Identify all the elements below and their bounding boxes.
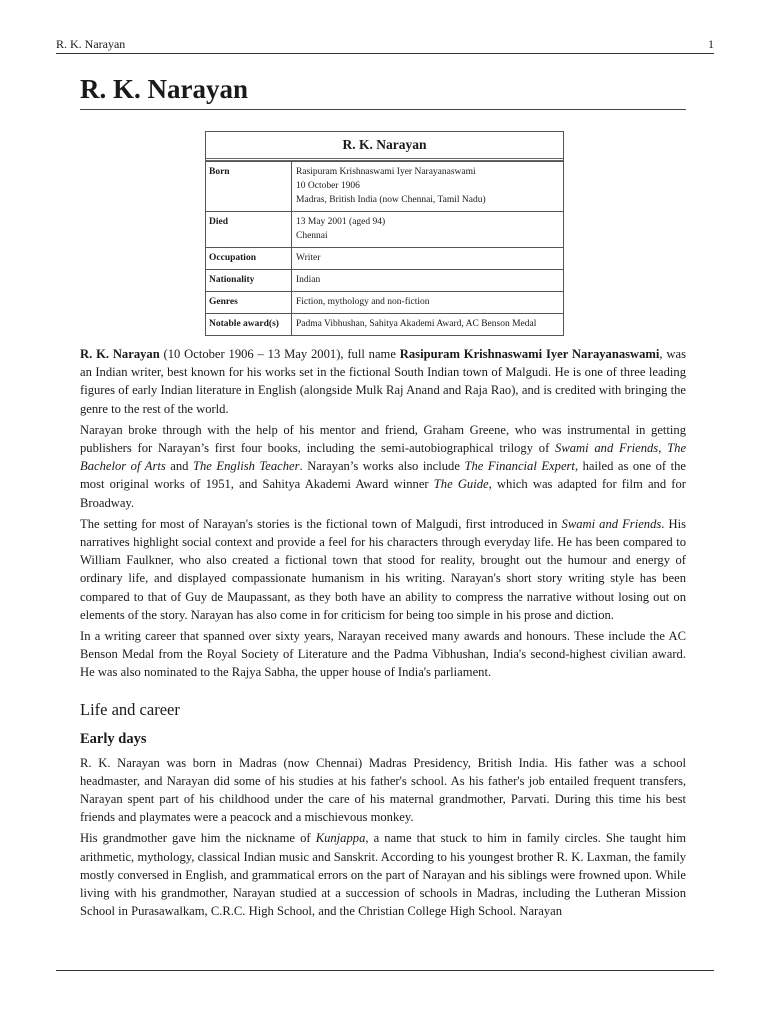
- italic-title: The Bachelor of Arts: [80, 441, 687, 474]
- infobox-value-line: Fiction, mythology and non-fiction: [296, 297, 430, 307]
- infobox-value: [292, 248, 563, 269]
- early-paragraph-2: His grandmother gave him the nickname of Kunjappa, a name that stuck to him in family circles. She taught him arithmetic, mythology, classical Indian music and Sanskrit. According to his youngest brother R. K. Laxman, the family mostly conversed in English, and grammatical errors on the part of Narayan and his siblings were frowned upon. While living with his grandmother, Narayan studied at a succession of schools in Madras, including the Lutheran Mission School in Purasawalkam, C.R.C. High School, and the Christian College High School. Narayan: [80, 831, 686, 919]
- intro-paragraph-4: In a writing career that spanned over sixty years, Narayan received many awards and honours. These include the AC Benson Medal from the Royal Society of Literature and the Padma Vibhushan, India's second-highest civilian award. He was also nominated to the Rajya Sabha, the upper house of India's parliament.: [80, 629, 686, 680]
- infobox-value: [292, 270, 563, 291]
- page-title: R. K. Narayan: [80, 74, 248, 104]
- infobox-heading: R. K. Narayan: [206, 132, 563, 161]
- italic-title: Swami and Friends: [561, 516, 662, 531]
- infobox: [205, 131, 564, 336]
- infobox-value-line: Madras, British India (now Chennai, Tamil Nadu): [296, 195, 486, 205]
- infobox-value: [292, 212, 563, 247]
- intro-paragraph-1: R. K. Narayan (10 October 1906 – 13 May 2001), full name Rasipuram Krishnaswami Iyer Narayanaswami, was an Indian writer, best known for his works set in the fictional South Indian town of Malgudi. He is one of three leading figures of early Indian literature in English (alongside Mulk Raj Anand and Raja Rao), and is credited with bringing the genre to the rest of the world.: [80, 347, 686, 416]
- infobox-value-line: Chennai: [296, 231, 328, 241]
- infobox-label: Occupation: [206, 248, 292, 269]
- infobox-row-occupation: [206, 247, 563, 269]
- article-body: [80, 345, 686, 923]
- infobox-value-line: 13 May 2001 (aged 94): [296, 217, 386, 227]
- early-paragraph-1: R. K. Narayan was born in Madras (now Chennai) Madras Presidency, British India. His father was a school headmaster, and Narayan did some of his studies at his father's school. As his father's job entailed frequent transfers, Narayan spent part of his childhood under the care of his maternal grandmother, Parvati. During this time his best friends and playmates were a peacock and a mischievous monkey.: [80, 755, 686, 825]
- infobox-value-line: Padma Vibhushan, Sahitya Akademi Award, AC Benson Medal: [296, 319, 537, 329]
- footer-rule: [56, 970, 714, 971]
- infobox-label: Born: [206, 162, 292, 211]
- infobox-value-line: Writer: [296, 253, 321, 263]
- bold-text: R. K. Narayan: [80, 347, 160, 361]
- infobox-row-genres: [206, 291, 563, 313]
- infobox-row-died: [206, 211, 563, 247]
- header-rule: [56, 53, 714, 54]
- subsection-heading: Early days: [80, 730, 147, 747]
- infobox-value-line: Indian: [296, 275, 321, 285]
- infobox-label: Nationality: [206, 270, 292, 291]
- infobox-value: [292, 162, 563, 211]
- infobox-label: Genres: [206, 292, 292, 313]
- bold-text: Rasipuram Krishnaswami Iyer Narayanaswami: [399, 347, 660, 361]
- infobox-row-nationality: [206, 269, 563, 291]
- infobox-row-awards: [206, 313, 563, 335]
- title-rule: [80, 109, 686, 110]
- infobox-value-line: Rasipuram Krishnaswami Iyer Narayanaswami: [296, 167, 476, 177]
- running-head-title: R. K. Narayan: [56, 37, 126, 51]
- intro-paragraph-2: Narayan broke through with the help of his mentor and friend, Graham Greene, who was instrumental in getting publishers for Narayan’s first four books, including the semi-autobiographical trilogy of Swami and Friends, The Bachelor of Arts and The English Teacher. Narayan’s works also include The Financial Expert, hailed as one of the most original works of 1951, and Sahitya Akademi Award winner The Guide, which was adapted for film and for Broadway.: [80, 422, 687, 510]
- italic-title: Kunjappa: [315, 831, 366, 846]
- infobox-row-born: [206, 161, 563, 211]
- italic-title: The English Teacher: [193, 459, 300, 474]
- infobox-value: [292, 314, 563, 335]
- infobox-value-line: 10 October 1906: [296, 181, 360, 191]
- italic-title: The Guide: [433, 477, 489, 492]
- italic-title: Swami and Friends: [555, 441, 659, 456]
- section-heading: Life and career: [80, 699, 180, 719]
- intro-paragraph-3: The setting for most of Narayan's stories is the fictional town of Malgudi, first introduced in Swami and Friends. His narratives highlight social context and provide a feel for his characters through everyday life. He has been compared to William Faulkner, who also created a fictional town that stood for reality, brought out the humour and energy of ordinary life, and displayed compassionate humanism in his writing. Narayan's short story writing style has been compared to that of Guy de Maupassant, as they both have an ability to compress the narrative without losing out on elements of the story. Narayan has also come in for criticism for being too simple in his prose and diction.: [80, 516, 686, 622]
- page-number: 1: [708, 37, 714, 51]
- italic-title: The Financial Expert: [464, 459, 575, 474]
- infobox-label: Notable award(s): [206, 314, 292, 335]
- infobox-label: Died: [206, 212, 292, 247]
- infobox-value: [292, 292, 563, 313]
